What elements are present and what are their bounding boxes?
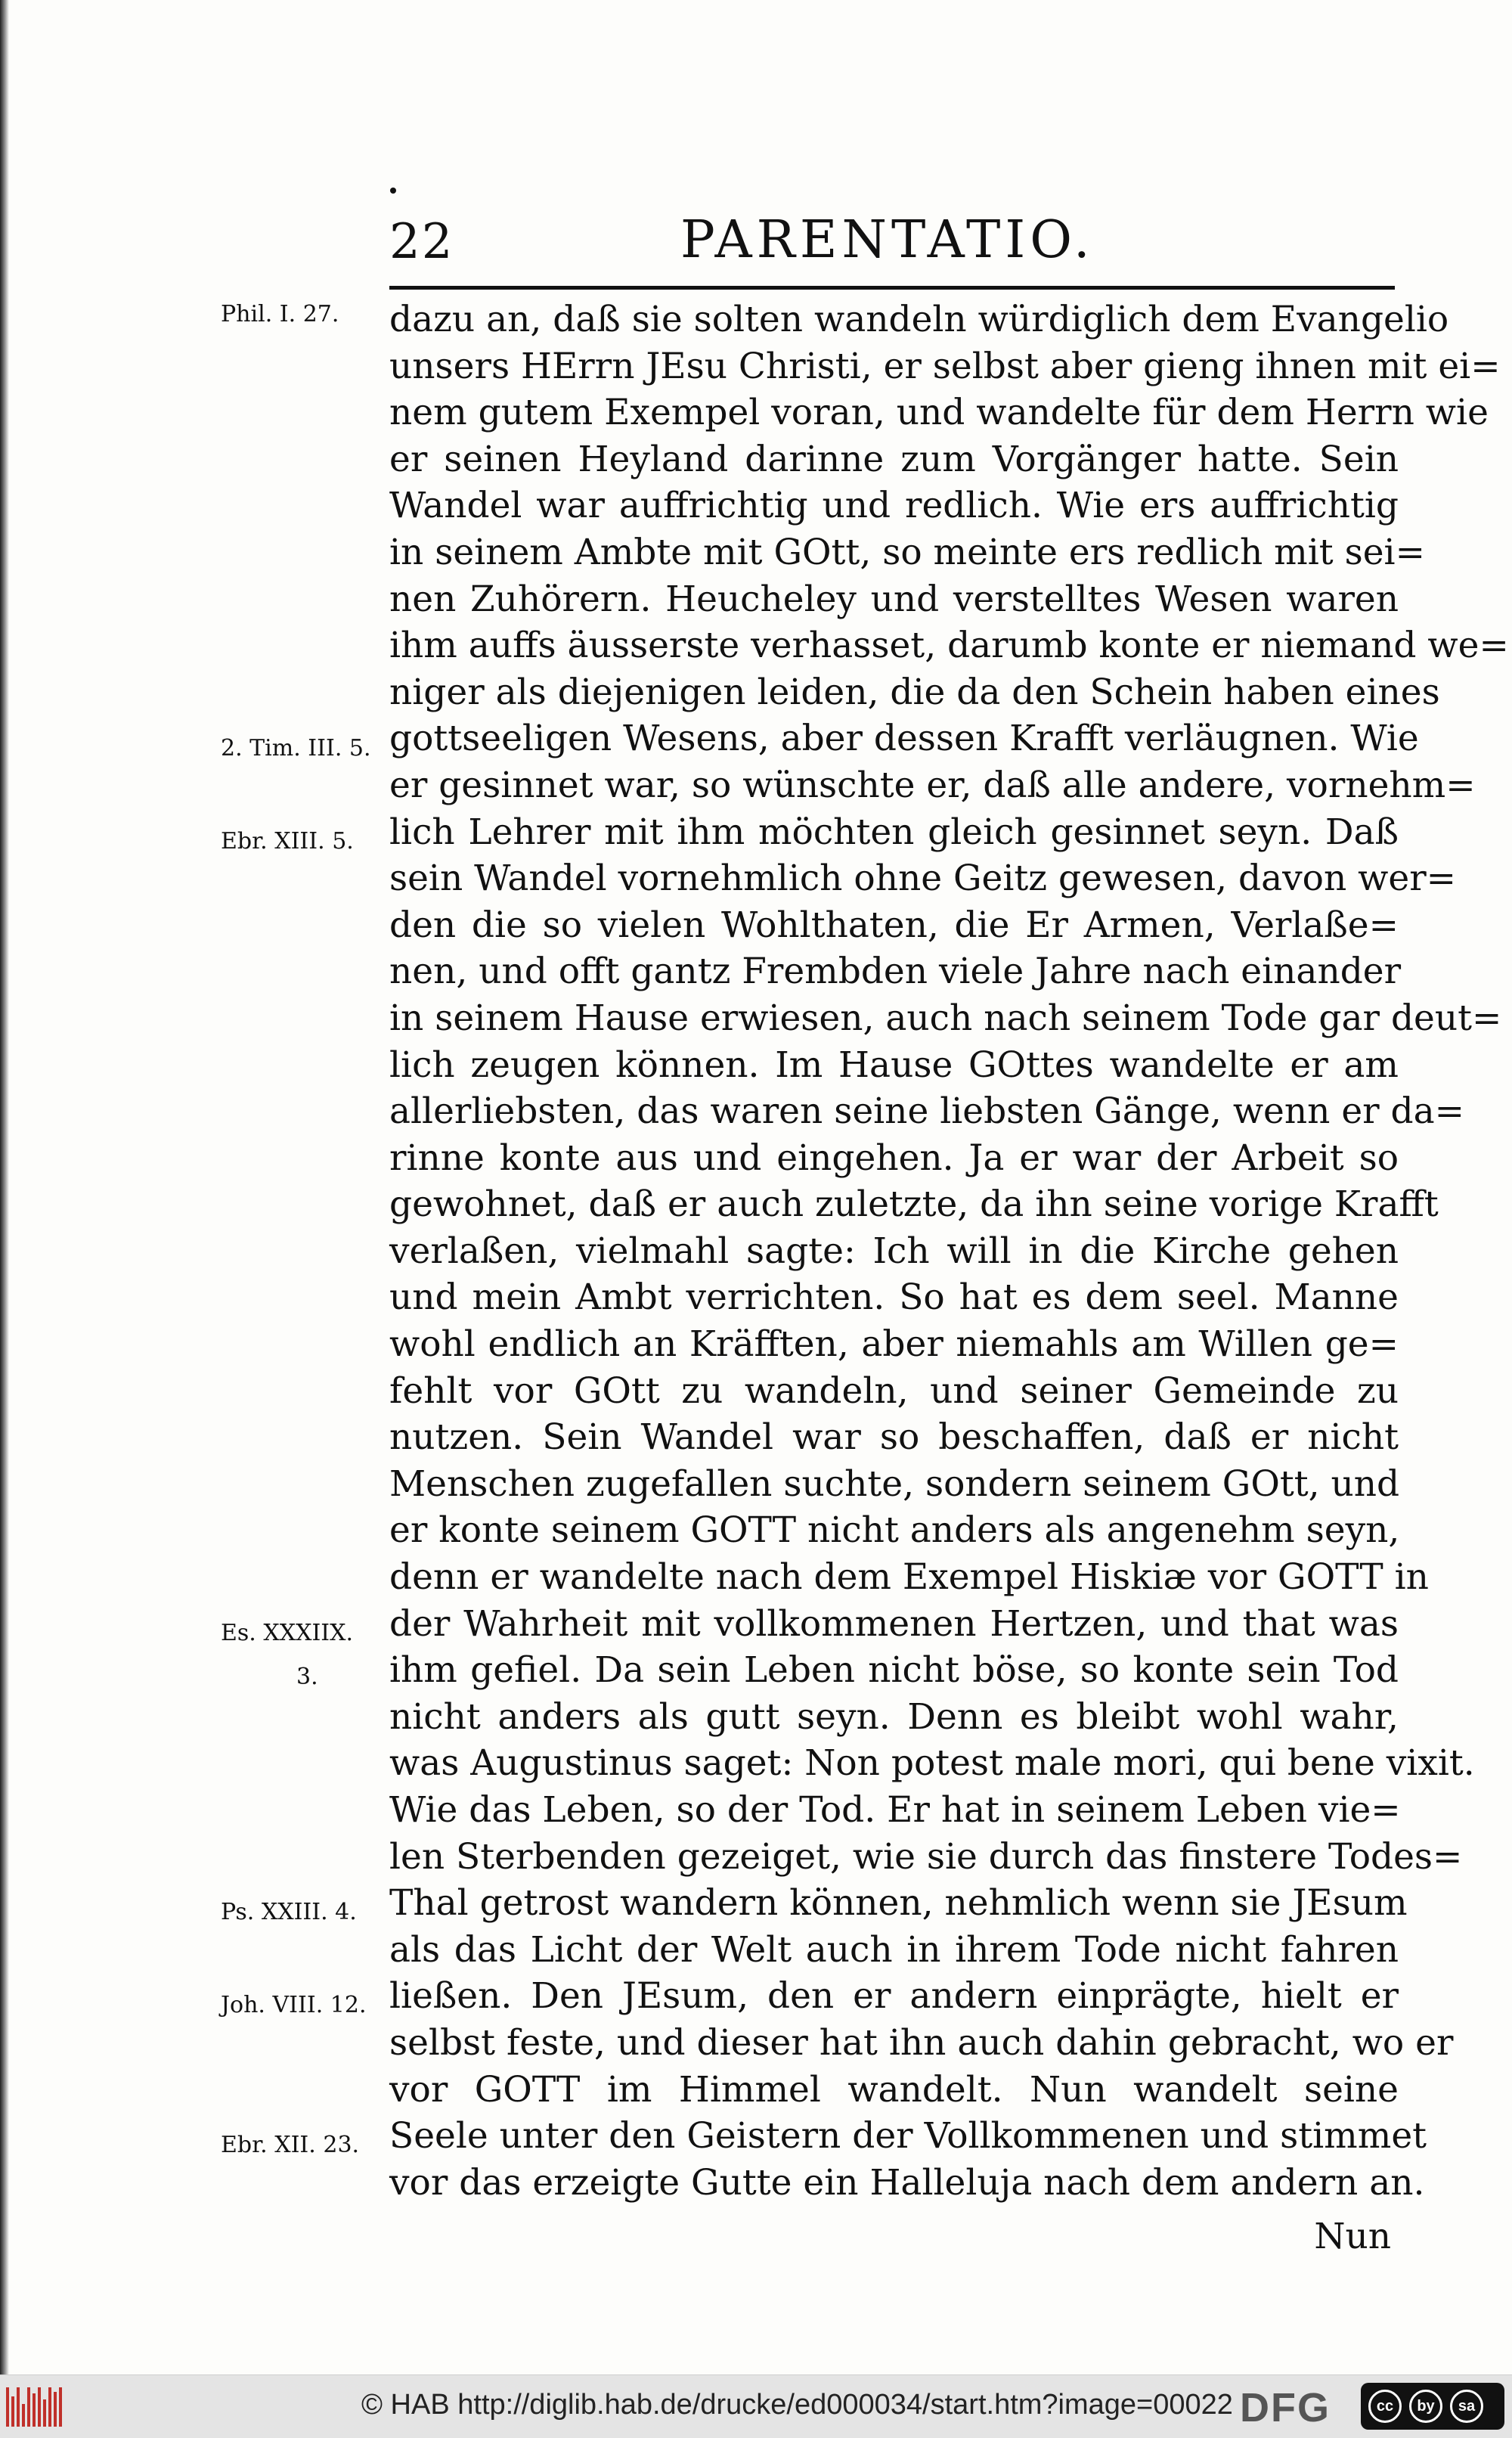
- text-line: wohl endlich an Kräfften, aber niemahls am Willen ge=: [389, 1323, 1399, 1366]
- margin-note: 3.: [296, 1664, 318, 1690]
- text-line: nutzen. Sein Wandel war so beschaffen, daß er nicht: [389, 1416, 1399, 1459]
- header-dot: [390, 188, 396, 194]
- margin-note: Ebr. XII. 23.: [221, 2132, 360, 2158]
- text-line: verlaßen, vielmahl sagte: Ich will in die Kirche gehen: [389, 1230, 1399, 1272]
- text-line: unsers HErrn JEsu Christi, er selbst aber gieng ihnen mit ei=: [389, 345, 1501, 387]
- text-line: vor GOTT im Himmel wandelt. Nun wandelt seine: [389, 2068, 1399, 2111]
- cc-icon: cc: [1368, 2390, 1402, 2423]
- margin-note: Phil. I. 27.: [221, 301, 339, 327]
- margin-note: Ps. XXIII. 4.: [221, 1899, 357, 1925]
- dfg-logo: DFG: [1240, 2385, 1331, 2430]
- text-line: Thal getrost wandern können, nehmlich wenn sie JEsum: [389, 1882, 1408, 1925]
- text-line: vor das erzeigte Gutte ein Halleluja nach dem andern an.: [389, 2161, 1425, 2204]
- text-line: er konte seinem GOTT nicht anders als angenehm seyn,: [389, 1509, 1400, 1552]
- text-line: und mein Ambt verrichten. So hat es dem seel. Manne: [389, 1276, 1399, 1319]
- text-line: er seinen Heyland darinne zum Vorgänger hatte. Sein: [389, 438, 1399, 480]
- margin-note: Joh. VIII. 12.: [221, 1992, 367, 2018]
- text-line: nicht anders als gutt seyn. Denn es bleibt wohl wahr,: [389, 1695, 1399, 1738]
- text-line: allerliebsten, das waren seine liebsten Gänge, wenn er da=: [389, 1090, 1465, 1133]
- text-line: nen Zuhörern. Heucheley und verstelltes Wesen waren: [389, 578, 1399, 620]
- page-edge-shadow: [0, 0, 9, 2374]
- footer-bar: [0, 2374, 1512, 2438]
- text-line: der Wahrheit mit vollkommenen Hertzen, und that was: [389, 1602, 1399, 1645]
- text-line: len Sterbenden gezeiget, wie sie durch das finstere Todes=: [389, 1835, 1463, 1878]
- text-line: nem gutem Exempel voran, und wandelte für dem Herrn wie: [389, 392, 1489, 434]
- margin-note: Ebr. XIII. 5.: [221, 828, 354, 855]
- text-line: in seinem Ambte mit GOtt, so meinte ers redlich mit sei=: [389, 531, 1425, 573]
- by-icon: by: [1409, 2390, 1442, 2423]
- text-line: selbst feste, und dieser hat ihn auch dahin gebracht, wo er: [389, 2021, 1454, 2064]
- catchword: Nun: [1314, 2216, 1391, 2257]
- page-number: 22: [389, 214, 454, 270]
- text-line: gewohnet, daß er auch zuletzte, da ihn seine vorige Krafft: [389, 1183, 1439, 1226]
- barcode-icon: [6, 2387, 65, 2427]
- margin-note: 2. Tim. III. 5.: [221, 735, 371, 761]
- text-line: als das Licht der Welt auch in ihrem Tode nicht fahren: [389, 1928, 1399, 1971]
- text-line: dazu an, daß sie solten wandeln würdiglich dem Evangelio: [389, 299, 1449, 340]
- body-text: [389, 296, 1509, 2206]
- sa-icon: sa: [1450, 2390, 1483, 2423]
- text-line: ihm gefiel. Da sein Leben nicht böse, so konte sein Tod: [389, 1649, 1399, 1692]
- margin-note: Es. XXXIIX.: [221, 1620, 354, 1646]
- text-line: in seinem Hause erwiesen, auch nach seinem Tode gar deut=: [389, 997, 1502, 1039]
- text-line: niger als diejenigen leiden, die da den Schein haben eines: [389, 671, 1440, 713]
- text-line: nen, und offt gantz Frembden viele Jahre nach einander: [389, 951, 1402, 993]
- text-line: ließen. Den JEsum, den er andern einprägte, hielt er: [389, 1975, 1399, 2018]
- text-line: rinne konte aus und eingehen. Ja er war der Arbeit so: [389, 1137, 1399, 1179]
- footer-credit-link[interactable]: © HAB http://diglib.hab.de/drucke/ed000034/start.htm?image=00022: [361, 2389, 1233, 2421]
- text-line: Wandel war auffrichtig und redlich. Wie ers auffrichtig: [389, 485, 1399, 527]
- text-line: was Augustinus saget: Non potest male mori, qui bene vixit.: [389, 1742, 1475, 1785]
- text-line: denn er wandelte nach dem Exempel Hiskiæ vor GOTT in: [389, 1556, 1429, 1599]
- text-line: den die so vielen Wohlthaten, die Er Armen, Verlaße=: [389, 904, 1399, 946]
- text-line: lich zeugen können. Im Hause GOttes wandelte er am: [389, 1044, 1399, 1086]
- text-line: fehlt vor GOtt zu wandeln, und seiner Gemeinde zu: [389, 1369, 1399, 1412]
- text-line: gottseeligen Wesens, aber dessen Krafft verläugnen. Wie: [389, 718, 1419, 760]
- text-line: sein Wandel vornehmlich ohne Geitz gewesen, davon wer=: [389, 858, 1457, 900]
- text-line: lich Lehrer mit ihm möchten gleich gesinnet seyn. Daß: [389, 811, 1399, 853]
- text-line: Seele unter den Geistern der Vollkommenen und stimmet: [389, 2115, 1427, 2157]
- text-line: ihm auffs äusserste verhasset, darumb konte er niemand we=: [389, 625, 1509, 667]
- text-line: Menschen zugefallen suchte, sondern seinem GOtt, und: [389, 1462, 1400, 1505]
- cc-license-badge[interactable]: [1361, 2383, 1504, 2430]
- header-rule: [389, 286, 1395, 290]
- text-line: Wie das Leben, so der Tod. Er hat in seinem Leben vie=: [389, 1789, 1401, 1831]
- running-head: PARENTATIO.: [680, 210, 1095, 270]
- text-line: er gesinnet war, so wünschte er, daß alle andere, vornehm=: [389, 764, 1476, 806]
